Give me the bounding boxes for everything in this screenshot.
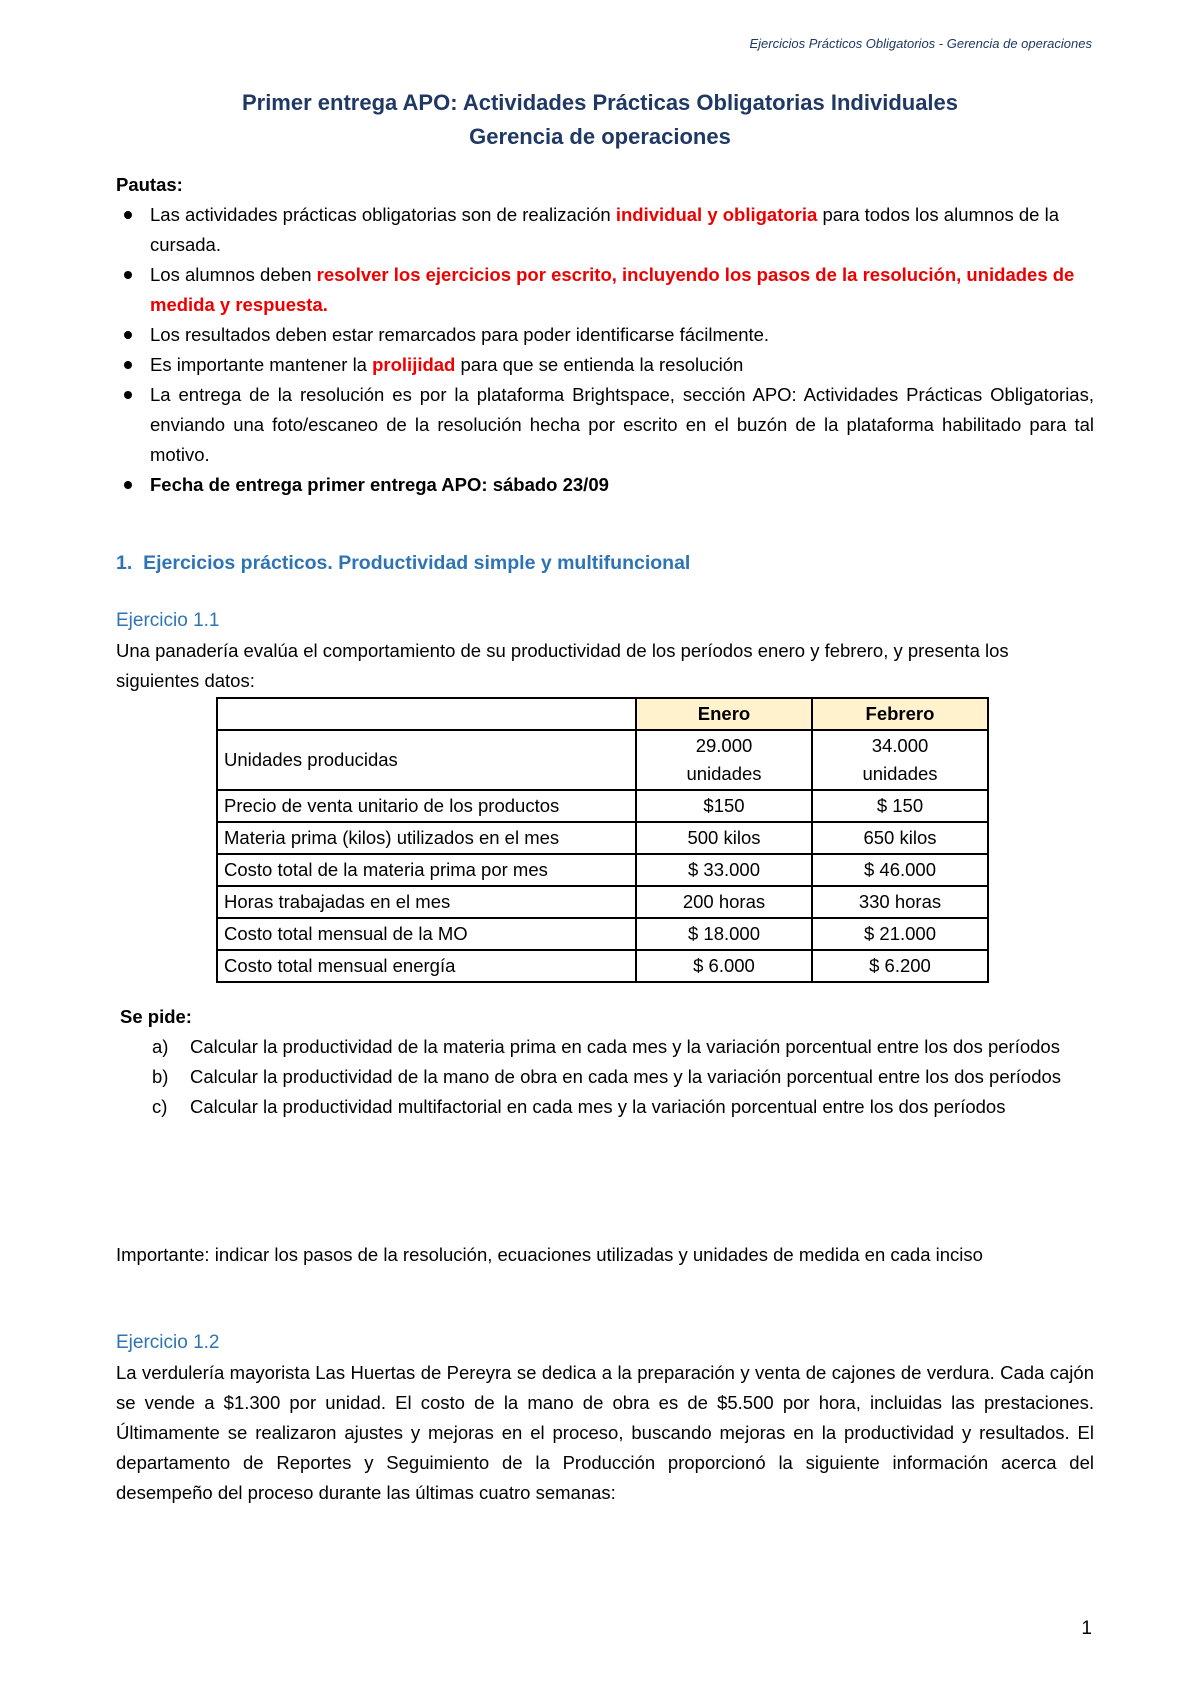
document-subtitle: Gerencia de operaciones xyxy=(469,124,731,149)
row-label: Costo total mensual energía xyxy=(217,950,636,982)
bullet-icon xyxy=(124,361,132,369)
table-row xyxy=(217,854,988,886)
bullet-icon xyxy=(124,331,132,339)
list-item: c) Calcular la productividad multifactorial en cada mes y la variación porcentual entre los dos períodos xyxy=(152,1096,1006,1117)
row-label: Costo total de la materia prima por mes xyxy=(217,854,636,886)
table-cell: $150 xyxy=(636,790,812,822)
pautas-heading: Pautas: xyxy=(116,174,183,195)
table-cell: $ 21.000 xyxy=(812,918,988,950)
table-cell: $ 150 xyxy=(812,790,988,822)
table-cell: 500 kilos xyxy=(636,822,812,854)
row-label: Precio de venta unitario de los productos xyxy=(217,790,636,822)
table-cell: 330 horas xyxy=(812,886,988,918)
table-cell: 29.000 unidades xyxy=(636,730,812,790)
table-row xyxy=(217,886,988,918)
importante-note: Importante: indicar los pasos de la resolución, ecuaciones utilizadas y unidades de medida en cada inciso xyxy=(116,1244,983,1265)
exercise-intro: Una panadería evalúa el comportamiento de su productividad de los períodos enero y febrero, y presenta los siguientes datos: xyxy=(116,640,1009,691)
table-cell: $ 6.000 xyxy=(636,950,812,982)
document-title: Primer entrega APO: Actividades Prácticas Obligatorias Individuales xyxy=(241,90,959,115)
section-heading: 1. Ejercicios prácticos. Productividad simple y multifuncional xyxy=(116,552,691,574)
list-item: Las actividades prácticas obligatorias son de realización individual y obligatoria para todos los alumnos de la cursada. xyxy=(116,200,1094,260)
table-row xyxy=(217,950,988,982)
exercise-text: La verdulería mayorista Las Huertas de Pereyra se dedica a la preparación y venta de cajones de verdura. Cada cajón se vende a $1.300 por unidad. El costo de la mano de obra es de $5.500 por hora, incluidas las prestaciones. Últimamente se realizaron ajustes y mejoras en el proceso, buscando mejoras en la productividad y resultados. El departamento de Reportes y Seguimiento de la Producción proporcionó la siguiente información acerca del desempeño del proceso durante las últimas cuatro semanas: xyxy=(116,1362,1094,1503)
table-row xyxy=(217,918,988,950)
table-corner-cell xyxy=(217,698,636,730)
column-header: Enero xyxy=(636,698,812,730)
row-label: Costo total mensual de la MO xyxy=(217,918,636,950)
table-cell: $ 6.200 xyxy=(812,950,988,982)
se-pide-section xyxy=(116,1002,1094,1122)
bullet-icon xyxy=(124,391,132,399)
table-cell: $ 33.000 xyxy=(636,854,812,886)
table-cell: $ 18.000 xyxy=(636,918,812,950)
table-cell: 34.000 unidades xyxy=(812,730,988,790)
list-item: Los resultados deben estar remarcados para poder identificarse fácilmente. xyxy=(116,320,1094,350)
exercise-title: Ejercicio 1.1 xyxy=(116,610,220,631)
table-cell: $ 46.000 xyxy=(812,854,988,886)
running-header: Ejercicios Prácticos Obligatorios - Gerencia de operaciones xyxy=(749,36,1092,51)
list-item: a) Calcular la productividad de la materia prima en cada mes y la variación porcentual entre los dos períodos xyxy=(152,1036,1060,1057)
se-pide-list xyxy=(116,1032,1094,1122)
page-number: 1 xyxy=(1081,1618,1092,1639)
list-item: Fecha de entrega primer entrega APO: sábado 23/09 xyxy=(116,470,1094,500)
table-row xyxy=(217,822,988,854)
se-pide-heading: Se pide: xyxy=(120,1006,192,1027)
data-table xyxy=(216,697,989,983)
table-cell: 650 kilos xyxy=(812,822,988,854)
row-label: Unidades producidas xyxy=(217,730,636,790)
pautas-section xyxy=(116,170,1094,500)
bullet-icon xyxy=(124,211,132,219)
table-cell: 200 horas xyxy=(636,886,812,918)
exercise-title: Ejercicio 1.2 xyxy=(116,1332,220,1353)
row-label: Horas trabajadas en el mes xyxy=(217,886,636,918)
table-row xyxy=(217,730,988,790)
row-label: Materia prima (kilos) utilizados en el mes xyxy=(217,822,636,854)
list-item: b) Calcular la productividad de la mano de obra en cada mes y la variación porcentual entre los dos períodos xyxy=(152,1066,1062,1087)
bullet-icon xyxy=(124,271,132,279)
bullet-icon xyxy=(124,481,132,489)
column-header: Febrero xyxy=(812,698,988,730)
list-item: La entrega de la resolución es por la plataforma Brightspace, sección APO: Actividades Prácticas Obligatorias, enviando una foto/escaneo de la resolución hecha por escrito en el buzón de la plataforma habilitado para tal motivo. xyxy=(116,380,1094,470)
list-item: Los alumnos deben resolver los ejercicios por escrito, incluyendo los pasos de la resolución, unidades de medida y respuesta. xyxy=(116,260,1094,320)
table-header-row xyxy=(217,698,988,730)
list-item: Es importante mantener la prolijidad para que se entienda la resolución xyxy=(116,350,1094,380)
exercise-1-1 xyxy=(116,606,1094,696)
table-row xyxy=(217,790,988,822)
pautas-list xyxy=(116,200,1094,500)
exercise-1-2 xyxy=(116,1328,1094,1508)
